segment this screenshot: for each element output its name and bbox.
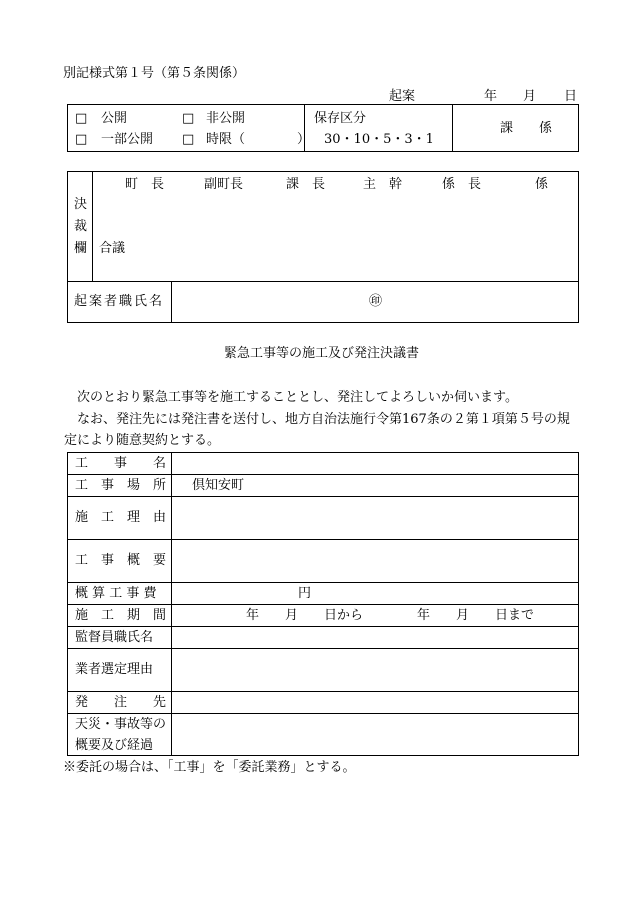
row-selection-reason: 業者選定理由 [75, 662, 154, 677]
period-from: 年 月 日から [246, 608, 364, 623]
label-time-limit: 時限（ ） [206, 132, 311, 147]
approval-side-1: 決 [74, 197, 88, 212]
section-label: 課 係 [500, 121, 553, 136]
role-director: 主 幹 [363, 177, 403, 192]
checkbox-non-public[interactable]: □ [182, 111, 195, 126]
row-disaster-line-1: 天災・事故等の [75, 717, 167, 732]
row-disaster-line-2: 概要及び経過 [75, 738, 154, 753]
checkbox-public[interactable]: □ [75, 111, 88, 126]
row-supervisor: 監督員職氏名 [75, 630, 154, 645]
label-public: 公開 [101, 111, 128, 126]
form-code: 別記様式第１号（第５条関係） [63, 66, 246, 81]
body-line-3: 定により随意契約とする。 [64, 433, 221, 448]
body-line-2: なお、発注先には発注書を送付し、地方自治法施行令第167条の２第１項第５号の規 [77, 412, 570, 427]
role-deputy-mayor: 副町長 [204, 177, 244, 192]
draft-year: 年 [484, 89, 498, 104]
retention-label: 保存区分 [314, 111, 367, 126]
row-work-name: 工 事 名 [75, 456, 167, 471]
work-location-value: 倶知安町 [192, 478, 245, 493]
role-mayor: 町 長 [125, 177, 165, 192]
retention-options: 30・10・5・3・1 [324, 132, 434, 147]
consultation-label: 合議 [99, 241, 126, 256]
draft-label: 起案 [389, 89, 416, 104]
yen-unit: 円 [298, 586, 312, 601]
draft-day: 日 [564, 89, 578, 104]
row-estimated-cost: 概 算 工 事 費 [75, 586, 157, 601]
approval-side-2: 裁 [74, 219, 88, 234]
row-overview: 工 事 概 要 [75, 553, 167, 568]
footnote: ※委託の場合は、「工事」を「委託業務」とする。 [63, 760, 356, 775]
role-staff: 係 [535, 177, 549, 192]
draft-month: 月 [523, 89, 537, 104]
row-period: 施 工 期 間 [75, 608, 167, 623]
document-title: 緊急工事等の施工及び発注決議書 [224, 346, 420, 361]
seal-mark: ㊞ [369, 294, 383, 309]
role-section-chief: 課 長 [286, 177, 326, 192]
body-line-1: 次のとおり緊急工事等を施工することとし、発注してよろしいか伺います。 [77, 390, 518, 405]
period-to: 年 月 日まで [417, 608, 535, 623]
row-work-location: 工 事 場 所 [75, 478, 167, 493]
label-non-public: 非公開 [206, 111, 246, 126]
row-reason: 施 工 理 由 [75, 510, 167, 525]
checkbox-partial[interactable]: □ [75, 132, 88, 147]
approval-side-3: 欄 [74, 241, 88, 256]
role-subsection-chief: 係 長 [442, 177, 482, 192]
drafter-label: 起案者職氏名 [74, 294, 165, 309]
checkbox-time-limit[interactable]: □ [182, 132, 195, 147]
label-partial: 一部公開 [101, 132, 154, 147]
row-contractor: 発 注 先 [75, 695, 167, 710]
